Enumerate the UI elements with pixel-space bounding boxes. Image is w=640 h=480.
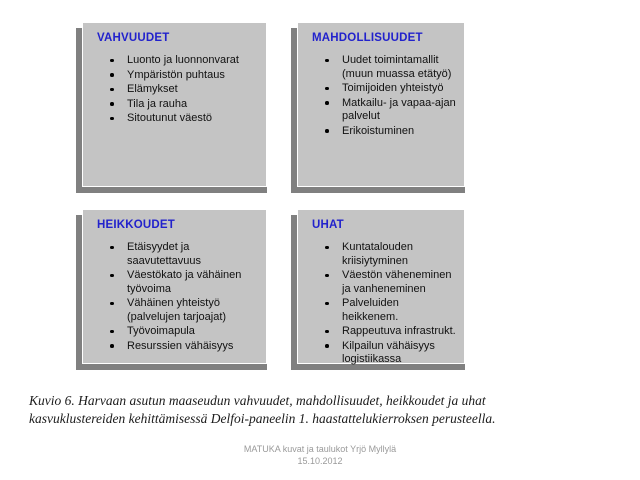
list-item bbox=[312, 241, 456, 268]
list-item bbox=[97, 241, 258, 268]
bullet-icon bbox=[325, 330, 329, 334]
bullet-icon bbox=[110, 117, 114, 121]
figure-caption bbox=[29, 392, 611, 428]
list-item-label: Palveluiden heikkenem. bbox=[342, 297, 399, 323]
list-item bbox=[97, 269, 258, 296]
bullet-icon bbox=[325, 59, 329, 63]
bullet-icon bbox=[325, 101, 329, 105]
bullet-icon bbox=[110, 102, 114, 106]
bullet-icon bbox=[325, 246, 329, 250]
list-item-label: Toimijoiden yhteistyö bbox=[342, 82, 444, 94]
list-item bbox=[312, 97, 456, 124]
list-item-label: Etäisyydet ja saavutettavuus bbox=[127, 241, 201, 267]
list-item-label: Erikoistuminen bbox=[342, 124, 415, 137]
bullet-icon bbox=[110, 344, 114, 348]
bullet-icon bbox=[110, 246, 114, 250]
list-item bbox=[97, 340, 258, 354]
list-item-label: Luonto ja luonnonvarat bbox=[127, 54, 239, 66]
list-item-label: Matkailu- ja vapaa-ajan palvelut bbox=[342, 96, 456, 122]
bullet-icon bbox=[110, 302, 114, 306]
list-item bbox=[312, 325, 456, 339]
strengths-title: VAHVUUDET bbox=[97, 32, 170, 44]
list-item-label: Väestökato ja vähäinen työvoima bbox=[127, 269, 242, 295]
strengths-box-shadow-bottom bbox=[76, 187, 267, 193]
list-item bbox=[97, 69, 258, 83]
swot-quadrant-opportunities bbox=[297, 22, 465, 187]
swot-quadrant-strengths bbox=[82, 22, 267, 187]
list-item bbox=[97, 54, 258, 68]
page-footer bbox=[0, 443, 640, 467]
list-item bbox=[97, 325, 258, 339]
figure-caption-line-1: Kuvio 6. Harvaan asutun maaseudun vahvuudet, mahdollisuudet, heikkoudet ja uhat bbox=[29, 393, 486, 408]
list-item-label: Kuntatalouden kriisiytyminen bbox=[342, 241, 413, 267]
bullet-icon bbox=[110, 59, 114, 63]
strengths-list bbox=[97, 54, 258, 126]
list-item bbox=[312, 82, 456, 96]
list-item-label: Rappeutuva infrastrukt. bbox=[342, 325, 456, 337]
list-item-label: Tila ja rauha bbox=[127, 97, 188, 110]
opportunities-title: MAHDOLLISUUDET bbox=[312, 32, 423, 44]
threats-title: UHAT bbox=[312, 219, 344, 231]
bullet-icon bbox=[110, 88, 114, 92]
list-item-label: Vähäinen yhteistyö (palvelujen tarjoajat) bbox=[127, 297, 227, 323]
list-item bbox=[312, 297, 456, 324]
bullet-icon bbox=[325, 344, 329, 348]
swot-quadrant-weaknesses bbox=[82, 209, 267, 364]
opportunities-box-shadow-bottom bbox=[291, 187, 465, 193]
list-item bbox=[97, 112, 258, 126]
list-item-label: Sitoutunut väestö bbox=[127, 112, 213, 124]
bullet-icon bbox=[325, 129, 329, 133]
footer-date: 15.10.2012 bbox=[297, 456, 343, 466]
list-item-label: Väestön väheneminen ja vanheneminen bbox=[342, 269, 452, 295]
weaknesses-box-shadow-bottom bbox=[76, 364, 267, 370]
weaknesses-list bbox=[97, 241, 258, 353]
bullet-icon bbox=[110, 274, 114, 278]
list-item bbox=[312, 125, 456, 139]
list-item bbox=[312, 340, 456, 367]
list-item-label: Uudet toimintamallit (muun muassa etätyö) bbox=[342, 54, 452, 80]
list-item-label: Resurssien vähäisyys bbox=[127, 339, 234, 352]
list-item bbox=[312, 269, 456, 296]
list-item bbox=[312, 54, 456, 81]
bullet-icon bbox=[325, 302, 329, 306]
bullet-icon bbox=[110, 330, 114, 334]
list-item bbox=[97, 83, 258, 97]
list-item-label: Ympäristön puhtaus bbox=[127, 68, 225, 81]
list-item bbox=[97, 297, 258, 324]
weaknesses-title: HEIKKOUDET bbox=[97, 219, 176, 231]
list-item-label: Työvoimapula bbox=[127, 325, 195, 337]
bullet-icon bbox=[325, 87, 329, 91]
bullet-icon bbox=[325, 274, 329, 278]
bullet-icon bbox=[110, 73, 114, 77]
list-item-label: Kilpailun vähäisyys logistiikassa bbox=[342, 339, 435, 365]
figure-caption-line-2: kasvuklustereiden kehittämisessä Delfoi-paneelin 1. haastattelukierroksen perusteella. bbox=[29, 411, 496, 426]
threats-list bbox=[312, 241, 456, 367]
opportunities-list bbox=[312, 54, 456, 138]
list-item-label: Elämykset bbox=[127, 83, 178, 95]
list-item bbox=[97, 98, 258, 112]
swot-quadrant-threats bbox=[297, 209, 465, 364]
footer-source: MATUKA kuvat ja taulukot Yrjö Myllylä bbox=[243, 444, 397, 454]
